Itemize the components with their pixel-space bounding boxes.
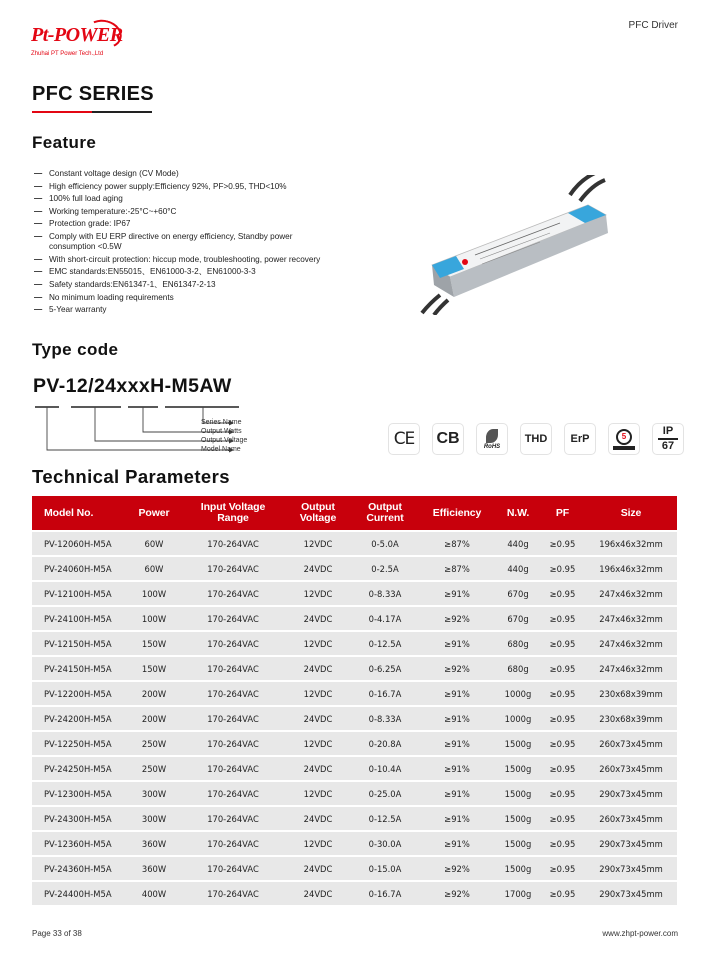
table-cell: ≥0.95 — [540, 857, 585, 880]
table-cell: ≥91% — [418, 757, 496, 780]
table-cell: 0-12.5A — [352, 632, 418, 655]
dash-bullet-icon: — — [34, 292, 43, 302]
table-cell: ≥0.95 — [540, 582, 585, 605]
table-cell: 230x68x39mm — [585, 707, 677, 730]
table-cell: 300W — [126, 782, 182, 805]
table-cell: 170-264VAC — [182, 557, 284, 580]
table-cell: 150W — [126, 632, 182, 655]
column-header: Power — [126, 496, 182, 530]
table-row — [32, 757, 677, 780]
table-cell: 12VDC — [284, 782, 352, 805]
table-cell: 360W — [126, 832, 182, 855]
table-cell: ≥0.95 — [540, 557, 585, 580]
column-header: Model No. — [32, 496, 126, 530]
table-cell: 1500g — [496, 807, 540, 830]
table-cell: ≥0.95 — [540, 632, 585, 655]
table-cell: ≥91% — [418, 807, 496, 830]
feature-item: — No minimum loading requirements — [34, 292, 174, 302]
table-cell: 0-16.7A — [352, 882, 418, 905]
table-cell: 260x73x45mm — [585, 807, 677, 830]
table-row — [32, 532, 677, 555]
table-cell: ≥87% — [418, 557, 496, 580]
thd-icon: THD — [520, 423, 552, 455]
table-cell: 247x46x32mm — [585, 607, 677, 630]
cb-mark-icon: CB — [432, 423, 464, 455]
erp-icon: ErP — [564, 423, 596, 455]
table-cell: 0-6.25A — [352, 657, 418, 680]
dash-bullet-icon: — — [34, 206, 43, 216]
feature-item: — 5-Year warranty — [34, 305, 107, 315]
table-cell: 0-30.0A — [352, 832, 418, 855]
table-cell: 24VDC — [284, 807, 352, 830]
table-cell: 150W — [126, 657, 182, 680]
table-cell: 0-8.33A — [352, 582, 418, 605]
dash-bullet-icon: — — [34, 219, 43, 229]
table-cell: 1500g — [496, 857, 540, 880]
table-cell: PV-12360H-M5A — [32, 832, 126, 855]
ce-mark-icon: CE — [388, 423, 420, 455]
dash-bullet-icon: — — [34, 305, 43, 315]
title-underline — [32, 111, 152, 113]
table-cell: 360W — [126, 857, 182, 880]
table-row — [32, 782, 677, 805]
table-cell: 1000g — [496, 707, 540, 730]
type-code-heading: Type code — [32, 340, 119, 359]
table-cell: 60W — [126, 557, 182, 580]
table-cell: 170-264VAC — [182, 857, 284, 880]
product-image — [420, 175, 670, 315]
table-cell: 24VDC — [284, 707, 352, 730]
warranty-5-year-icon: 5 — [608, 423, 640, 455]
logo-subtitle: Zhuhai PT Power Tech.,Ltd — [31, 51, 104, 57]
column-header: N.W. — [496, 496, 540, 530]
table-cell: 250W — [126, 757, 182, 780]
table-cell: 170-264VAC — [182, 532, 284, 555]
table-cell: 0-5.0A — [352, 532, 418, 555]
table-cell: 230x68x39mm — [585, 682, 677, 705]
table-cell: ≥0.95 — [540, 757, 585, 780]
table-cell: PV-24060H-M5A — [32, 557, 126, 580]
table-cell: 200W — [126, 707, 182, 730]
table-cell: PV-12100H-M5A — [32, 582, 126, 605]
table-cell: 440g — [496, 557, 540, 580]
table-cell: 247x46x32mm — [585, 657, 677, 680]
table-row — [32, 707, 677, 730]
table-cell: 12VDC — [284, 532, 352, 555]
page-number: Page 33 of 38 — [32, 929, 82, 938]
table-cell: 24VDC — [284, 857, 352, 880]
page-category-tag: PFC Driver — [628, 20, 678, 31]
table-cell: 0-20.8A — [352, 732, 418, 755]
table-cell: 290x73x45mm — [585, 782, 677, 805]
column-header: Output Voltage — [284, 496, 352, 530]
table-cell: 100W — [126, 607, 182, 630]
table-cell: ≥0.95 — [540, 607, 585, 630]
technical-parameters-table — [32, 494, 677, 907]
table-row — [32, 682, 677, 705]
table-cell: 196x46x32mm — [585, 532, 677, 555]
table-cell: 250W — [126, 732, 182, 755]
table-cell: PV-24300H-M5A — [32, 807, 126, 830]
table-cell: 0-10.4A — [352, 757, 418, 780]
table-cell: PV-12060H-M5A — [32, 532, 126, 555]
feature-item: — Comply with EU ERP directive on energy efficiency, Standby power consumption <0.5W — [34, 231, 293, 252]
type-code-diagram — [33, 404, 333, 460]
table-cell: ≥92% — [418, 657, 496, 680]
table-cell: 440g — [496, 532, 540, 555]
feature-item: — With short-circuit protection: hiccup mode, troubleshooting, power recovery — [34, 254, 321, 264]
column-header: PF — [540, 496, 585, 530]
table-cell: PV-24100H-M5A — [32, 607, 126, 630]
table-row — [32, 857, 677, 880]
table-cell: PV-12250H-M5A — [32, 732, 126, 755]
table-cell: 1000g — [496, 682, 540, 705]
table-cell: 260x73x45mm — [585, 732, 677, 755]
feature-item: — Working temperature:-25°C~+60°C — [34, 206, 177, 216]
table-row — [32, 557, 677, 580]
logo-text: Pt-POWER — [31, 24, 123, 46]
table-cell: ≥92% — [418, 882, 496, 905]
table-cell: 170-264VAC — [182, 882, 284, 905]
table-cell: PV-24360H-M5A — [32, 857, 126, 880]
dash-bullet-icon: — — [34, 169, 43, 178]
table-cell: 1500g — [496, 757, 540, 780]
table-cell: ≥92% — [418, 857, 496, 880]
feature-item: — Constant voltage design (CV Mode) — [34, 169, 179, 178]
table-cell: ≥0.95 — [540, 732, 585, 755]
feature-item: — 100% full load aging — [34, 194, 123, 204]
table-cell: 670g — [496, 607, 540, 630]
column-header: Efficiency — [418, 496, 496, 530]
table-cell: PV-24400H-M5A — [32, 882, 126, 905]
feature-item: — EMC standards:EN55015、EN61000-3-2、EN61000-3-3 — [34, 267, 256, 277]
table-row — [32, 632, 677, 655]
table-cell: ≥0.95 — [540, 882, 585, 905]
table-cell: 170-264VAC — [182, 707, 284, 730]
table-cell: 100W — [126, 582, 182, 605]
series-title: PFC SERIES — [32, 83, 154, 105]
table-cell: 12VDC — [284, 682, 352, 705]
table-cell: ≥91% — [418, 582, 496, 605]
table-row — [32, 832, 677, 855]
table-cell: 247x46x32mm — [585, 632, 677, 655]
table-cell: 0-16.7A — [352, 682, 418, 705]
table-cell: ≥0.95 — [540, 807, 585, 830]
table-cell: 0-8.33A — [352, 707, 418, 730]
table-cell: PV-12150H-M5A — [32, 632, 126, 655]
dash-bullet-icon: — — [34, 280, 43, 290]
table-cell: 290x73x45mm — [585, 857, 677, 880]
type-code-label-series: Series Name — [201, 419, 242, 426]
feature-heading: Feature — [32, 133, 97, 152]
feature-list — [34, 169, 324, 318]
table-cell: PV-24150H-M5A — [32, 657, 126, 680]
table-cell: 290x73x45mm — [585, 882, 677, 905]
type-code-label-watts: Output Watts — [201, 428, 242, 435]
table-cell: 0-25.0A — [352, 782, 418, 805]
table-cell: 0-15.0A — [352, 857, 418, 880]
table-cell: 247x46x32mm — [585, 582, 677, 605]
table-cell: ≥0.95 — [540, 782, 585, 805]
table-cell: 24VDC — [284, 757, 352, 780]
table-cell: 300W — [126, 807, 182, 830]
table-cell: 170-264VAC — [182, 832, 284, 855]
table-cell: 1500g — [496, 782, 540, 805]
table-cell: 170-264VAC — [182, 682, 284, 705]
table-cell: 1500g — [496, 732, 540, 755]
table-cell: ≥0.95 — [540, 832, 585, 855]
website-link[interactable]: www.zhpt-power.com — [602, 929, 678, 938]
table-cell: ≥0.95 — [540, 657, 585, 680]
table-cell: ≥91% — [418, 832, 496, 855]
table-cell: 24VDC — [284, 607, 352, 630]
table-cell: 196x46x32mm — [585, 557, 677, 580]
table-cell: 670g — [496, 582, 540, 605]
table-cell: ≥91% — [418, 632, 496, 655]
table-cell: 170-264VAC — [182, 607, 284, 630]
rohs-leaf-icon: RoHS — [476, 423, 508, 455]
table-row — [32, 882, 677, 905]
table-cell: ≥0.95 — [540, 532, 585, 555]
table-cell: 1700g — [496, 882, 540, 905]
table-body — [32, 532, 677, 905]
table-cell: 680g — [496, 657, 540, 680]
table-cell: 12VDC — [284, 632, 352, 655]
dash-bullet-icon: — — [34, 194, 43, 204]
table-row — [32, 807, 677, 830]
type-code-value: PV-12/24xxxH-M5AW — [33, 375, 232, 397]
ip67-icon: IP 67 — [652, 423, 684, 455]
table-header-row — [32, 496, 677, 530]
table-cell: 170-264VAC — [182, 732, 284, 755]
table-cell: ≥91% — [418, 782, 496, 805]
table-cell: 0-4.17A — [352, 607, 418, 630]
table-cell: 260x73x45mm — [585, 757, 677, 780]
table-cell: 12VDC — [284, 832, 352, 855]
table-row — [32, 657, 677, 680]
table-cell: ≥0.95 — [540, 682, 585, 705]
table-cell: 680g — [496, 632, 540, 655]
type-code-label-model: Model Name — [201, 446, 241, 453]
technical-parameters-heading: Technical Parameters — [32, 466, 230, 487]
company-logo — [31, 22, 126, 62]
dash-bullet-icon: — — [34, 181, 43, 191]
table-row — [32, 582, 677, 605]
table-cell: 1500g — [496, 832, 540, 855]
table-cell: 170-264VAC — [182, 807, 284, 830]
table-cell: 170-264VAC — [182, 632, 284, 655]
feature-item: — Safety standards:EN61347-1、EN61347-2-13 — [34, 280, 216, 290]
table-cell: 12VDC — [284, 582, 352, 605]
table-cell: PV-24250H-M5A — [32, 757, 126, 780]
table-cell: 170-264VAC — [182, 757, 284, 780]
table-cell: 290x73x45mm — [585, 832, 677, 855]
table-cell: 24VDC — [284, 882, 352, 905]
table-cell: ≥87% — [418, 532, 496, 555]
feature-item: — High efficiency power supply:Efficiency 92%, PF>0.95, THD<10% — [34, 181, 287, 191]
certification-badges — [388, 423, 684, 455]
table-cell: 400W — [126, 882, 182, 905]
dash-bullet-icon: — — [34, 254, 43, 264]
table-cell: ≥91% — [418, 682, 496, 705]
table-cell: 170-264VAC — [182, 582, 284, 605]
column-header: Input Voltage Range — [182, 496, 284, 530]
table-cell: 200W — [126, 682, 182, 705]
dash-bullet-icon: — — [34, 231, 43, 241]
feature-item: — Protection grade: IP67 — [34, 219, 131, 229]
table-cell: ≥0.95 — [540, 707, 585, 730]
table-row — [32, 607, 677, 630]
table-cell: 170-264VAC — [182, 657, 284, 680]
dash-bullet-icon: — — [34, 267, 43, 277]
column-header: Output Current — [352, 496, 418, 530]
table-cell: ≥92% — [418, 607, 496, 630]
table-cell: 24VDC — [284, 657, 352, 680]
table-cell: 60W — [126, 532, 182, 555]
table-cell: PV-24200H-M5A — [32, 707, 126, 730]
table-cell: ≥91% — [418, 732, 496, 755]
table-cell: ≥91% — [418, 707, 496, 730]
column-header: Size — [585, 496, 677, 530]
table-cell: 0-12.5A — [352, 807, 418, 830]
table-row — [32, 732, 677, 755]
table-cell: PV-12300H-M5A — [32, 782, 126, 805]
table-cell: 24VDC — [284, 557, 352, 580]
type-code-label-voltage: Output Voltage — [201, 437, 248, 444]
table-cell: 12VDC — [284, 732, 352, 755]
table-cell: PV-12200H-M5A — [32, 682, 126, 705]
table-cell: 0-2.5A — [352, 557, 418, 580]
table-cell: 170-264VAC — [182, 782, 284, 805]
